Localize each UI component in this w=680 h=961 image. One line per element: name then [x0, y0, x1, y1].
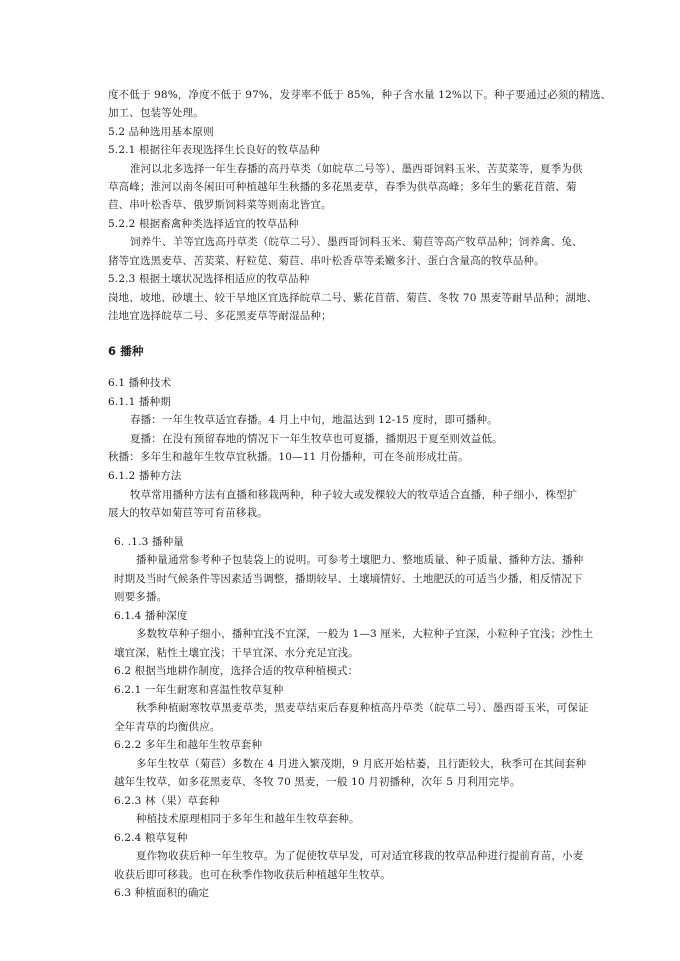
subsection-heading: 5.2.1 根据往年表现选择生长良好的牧草品种 [108, 144, 321, 156]
text-line: 种植技术原理相同于多年生和越年生牧草套种。 [136, 813, 360, 825]
text-line: 播种量通常参考种子包装袋上的说明。可参考土壤肥力、整地质量、种子质量、播种方法、播种 [136, 554, 584, 566]
subsection-heading: 6. .1.3 播种量 [114, 536, 184, 548]
text-line: 岗地、坡地、砂壤土、较干旱地区宜选择皖草二号、紫花苜蓿、菊苣、冬牧 70 黑麦等耐旱品种；湖地、 [108, 292, 598, 304]
text-line: 饲养牛、羊等宜选高丹草类（皖草二号）、墨西哥饲料玉米、菊苣等高产牧草品种；饲养禽、兔、 [130, 236, 583, 248]
text-line: 洼地宜选择皖草二号、多花黑麦草等耐湿品种； [108, 310, 332, 322]
section-heading: 6.2 根据当地耕作制度，选择合适的牧草种植模式： [114, 665, 359, 677]
subsection-heading: 6.1.1 播种期 [108, 396, 171, 408]
text-line: 收获后即可移栽。也可在秋季作物收获后种植越年生牧草。 [114, 869, 391, 881]
subsection-heading: 6.2.4 粮草复种 [114, 832, 188, 844]
text-line: 草高峰；淮河以南冬闲田可种植越年生秋播的多花黑麦草，春季为供草高峰；多年生的紫花苜蓿、菊 [108, 181, 577, 193]
text-line: 春播：一年生牧草适宜春播。4 月上中旬，地温达到 12-15 度时，即可播种。 [130, 414, 498, 426]
text-line: 牧草常用播种方法有直播和移栽两种，种子较大或发棵较大的牧草适合直播，种子细小，株型扩 [130, 489, 578, 501]
text-line: 壤宜深，粘性土壤宜浅；干旱宜深、水分充足宜浅。 [114, 647, 359, 659]
subsection-heading: 6.1.4 播种深度 [114, 610, 188, 622]
text-line: 时期及当时气候条件等因素适当调整，播期较早、土壤墒情好、土地肥沃的可适当少播，相反情况下 [114, 573, 583, 585]
subsection-heading: 5.2.2 根据畜禽种类选择适宜的牧草品种 [108, 218, 299, 230]
text-line: 多数牧草种子细小，播种宜浅不宜深，一般为 1—3 厘米，大粒种子宜深，小粒种子宜浅；沙性土 [136, 628, 594, 640]
text-line: 展大的牧草如菊苣等可育苗移栽。 [108, 507, 268, 519]
subsection-heading: 5.2.3 根据土壤状况选择相适应的牧草品种 [108, 273, 310, 285]
subsection-heading: 6.2.1 一年生耐寒和喜温性牧草复种 [114, 684, 284, 696]
text-line: 猪等宜选黑麦草、苦荬菜、籽粒苋、菊苣、串叶松香草等柔嫩多汁、蛋白含量高的牧草品种。 [108, 255, 545, 267]
subsection-heading: 6.2.3 林（果）草套种 [114, 795, 220, 807]
text-line: 越年生牧草，如多花黑麦草、冬牧 70 黑麦，一般 10 月初播种，次年 5 月利用完毕。 [114, 776, 521, 788]
text-line: 则要多播。 [114, 591, 168, 603]
text-line: 淮河以北多选择一年生春播的高丹草类（如皖草二号等）、墨西哥饲料玉米、苦荬菜等，夏季为供 [130, 163, 583, 175]
text-line: 秋播：多年生和越年生牧草宜秋播。10—11 月份播种，可在冬前形成壮苗。 [108, 451, 469, 463]
text-line: 夏播：在没有预留春地的情况下一年生牧草也可夏播，播期迟于夏至则效益低。 [130, 433, 503, 445]
subsection-heading: 6.2.2 多年生和越年生牧草套种 [114, 739, 263, 751]
text-line: 全年青草的均衡供应。 [114, 721, 221, 733]
chapter-heading: 6 播种 [108, 344, 144, 358]
text-line: 苣、串叶松香草、俄罗斯饲料菜等则南北皆宜。 [108, 199, 332, 211]
subsection-heading: 6.1.2 播种方法 [108, 470, 182, 482]
section-heading: 6.1 播种技术 [108, 377, 172, 389]
text-line: 多年生牧草（菊苣）多数在 4 月进入繁茂期，9 月底开始枯萎，且行距较大，秋季可在其间套种 [136, 758, 587, 770]
section-heading: 6.3 种植面积的确定 [114, 887, 210, 899]
text-line: 加工、包装等处理。 [108, 107, 204, 119]
section-heading: 5.2 品种选用基本原则 [108, 126, 214, 138]
text-line: 秋季种植耐寒牧草黑麦草类，黑麦草结束后春夏种植高丹草类（皖草二号）、墨西哥玉米，可保证 [136, 702, 589, 714]
text-line: 度不低于 98%，净度不低于 97%，发芽率不低于 85%，种子含水量 12%以下。种子要通过必须的精选、 [108, 89, 612, 101]
text-line: 夏作物收获后种一年生牧草。为了促使牧草早发，可对适宜移栽的牧草品种进行提前育苗，小麦 [136, 850, 584, 862]
